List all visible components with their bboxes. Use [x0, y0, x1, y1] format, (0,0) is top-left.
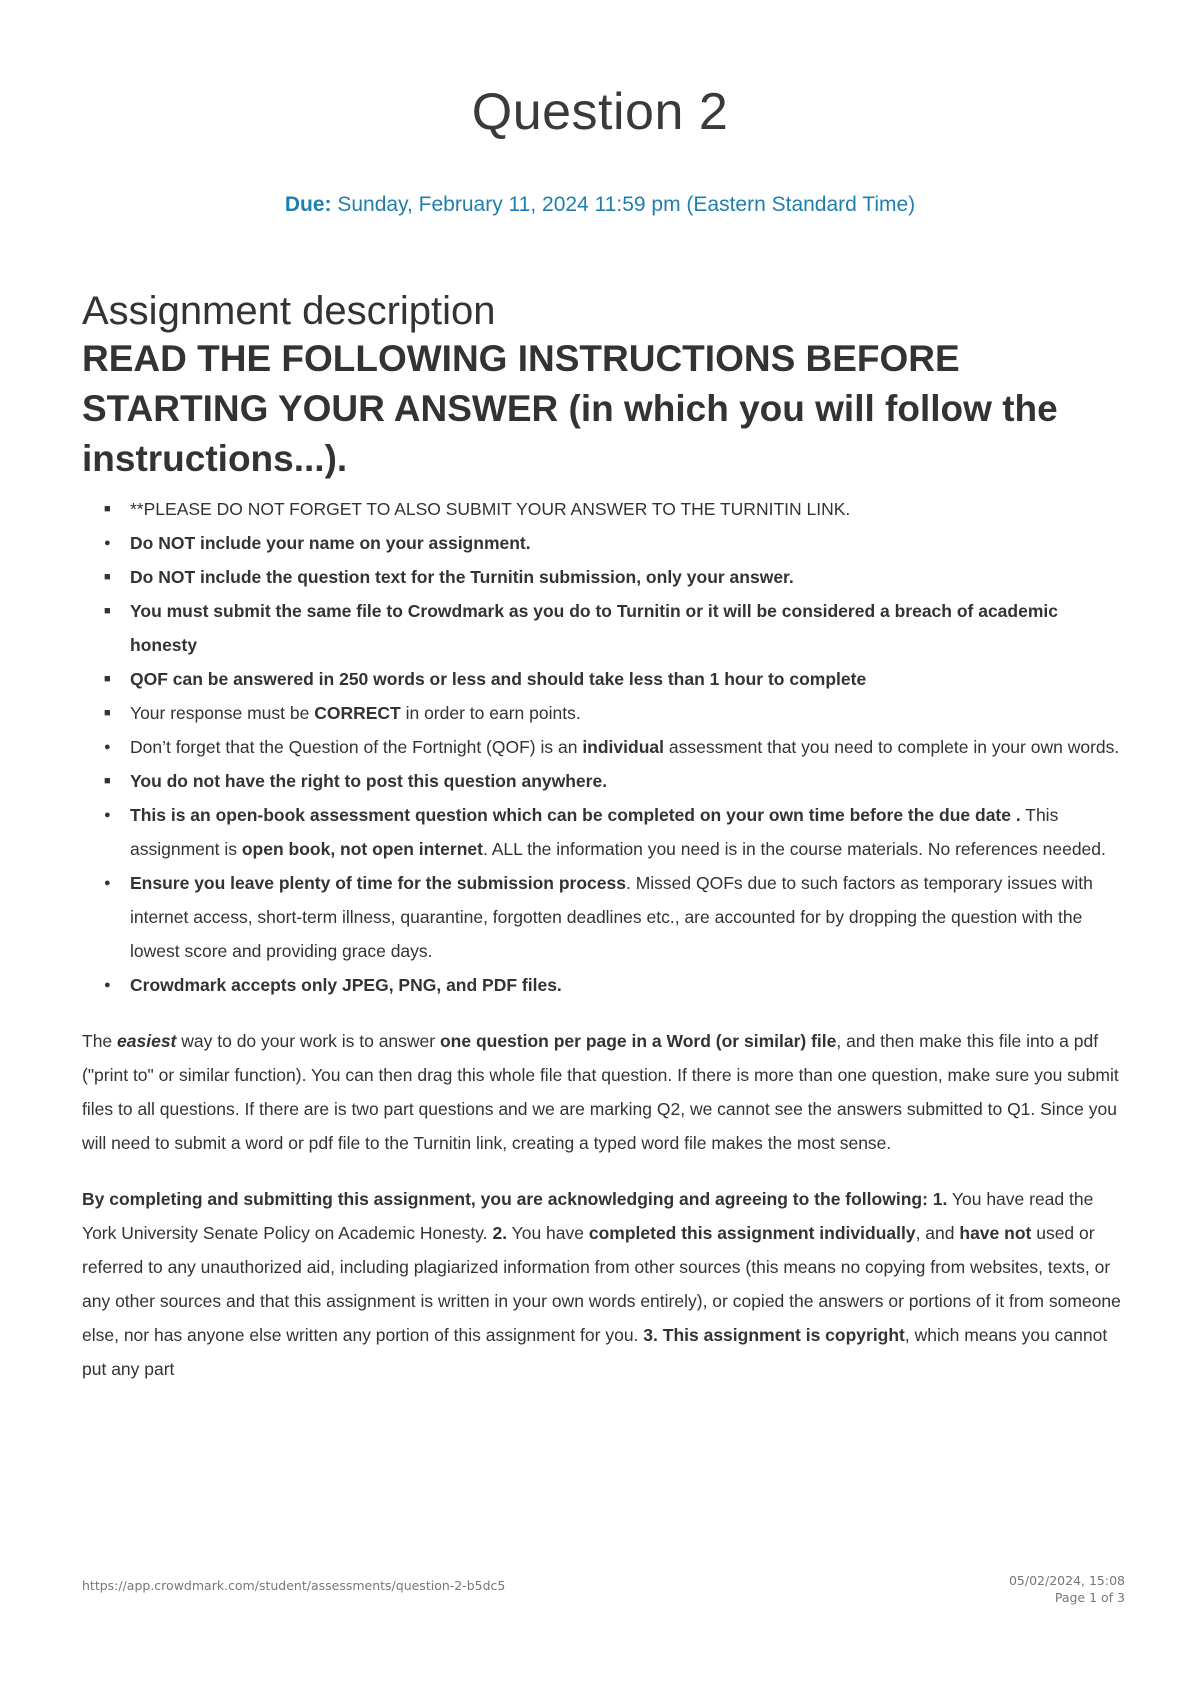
para-emphasis: completed this assignment individually: [588, 1223, 916, 1243]
instructions-heading: READ THE FOLLOWING INSTRUCTIONS BEFORE STARTING YOUR ANSWER (in which you will follow the instructions...).: [82, 338, 1058, 479]
square-bullet-icon: ■: [104, 605, 111, 617]
list-item: [82, 594, 1122, 662]
rule-text: assessment that you need to complete in your own words.: [664, 737, 1120, 757]
para-text: way to do your work is to answer: [176, 1031, 440, 1051]
para-text: The: [82, 1031, 118, 1051]
list-item: [82, 730, 1122, 764]
rule-text: You do not have the right to post this question anywhere.: [130, 771, 608, 791]
para-emphasis: have not: [959, 1223, 1032, 1243]
para-text: , and then make this file into a pdf ("print to" or similar function). You can then drag this whole file that question. If there is more than one question, make sure you submit files to all questions. If there are is two part questions and we are marking Q2, we cannot see the answers submitted to Q1. Since you will need to submit a word or pdf file to the Turnitin link, creating a typed word file makes the most sense.: [82, 1031, 1119, 1153]
circle-bullet-icon: ●: [104, 979, 111, 991]
square-bullet-icon: ■: [104, 503, 111, 515]
list-item: [82, 526, 1122, 560]
rule-emphasis: individual: [582, 737, 664, 757]
para-text: You have read the York University Senate Policy on Academic Honesty.: [82, 1189, 1094, 1243]
rule-text: You must submit the same file to Crowdmark as you do to Turnitin or it will be considered a breach of academic honesty: [130, 601, 1058, 655]
list-item: [82, 560, 1122, 594]
rule-text: . ALL the information you need is in the course materials. No references needed.: [482, 839, 1106, 859]
para-text: , and: [915, 1223, 960, 1243]
square-bullet-icon: ■: [104, 775, 111, 787]
list-item: [82, 866, 1122, 968]
circle-bullet-icon: ●: [104, 877, 111, 889]
rule-text: Do NOT include your name on your assignment.: [130, 533, 531, 553]
circle-bullet-icon: ●: [104, 809, 111, 821]
rule-text: Your response must be: [130, 703, 315, 723]
para-emphasis: 3. This assignment is copyright: [643, 1325, 905, 1345]
submission-guidance-paragraph: [82, 1024, 1122, 1160]
rule-emphasis: open book, not open internet: [241, 839, 483, 859]
page-title: Question 2: [471, 83, 729, 141]
rule-text: **PLEASE DO NOT FORGET TO ALSO SUBMIT YOUR ANSWER TO THE TURNITIN LINK.: [130, 499, 851, 519]
list-item: [82, 968, 1122, 1002]
para-emphasis: one question per page in a Word (or similar) file: [439, 1031, 837, 1051]
circle-bullet-icon: ●: [104, 741, 111, 753]
circle-bullet-icon: ●: [104, 537, 111, 549]
rule-text: Crowdmark accepts only JPEG, PNG, and PDF files.: [130, 975, 562, 995]
footer-datetime: 05/02/2024, 15:08: [1008, 1573, 1125, 1588]
rule-text: Do NOT include the question text for the Turnitin submission, only your answer.: [130, 567, 794, 587]
rule-emphasis: CORRECT: [314, 703, 401, 723]
square-bullet-icon: ■: [104, 673, 111, 685]
rule-text: QOF can be answered in 250 words or less and should take less than 1 hour to complete: [130, 669, 867, 689]
rules-list: [82, 492, 1122, 1002]
square-bullet-icon: ■: [104, 571, 111, 583]
footer-meta: [1009, 1572, 1125, 1606]
footer-url: https://app.crowdmark.com/student/assessments/question-2-b5dc5: [82, 1578, 506, 1593]
list-item: [82, 662, 1122, 696]
para-emphasis: easiest: [117, 1031, 177, 1051]
list-item: [82, 798, 1122, 866]
due-label: Due:: [284, 193, 332, 216]
para-text: , which means you cannot put any part: [82, 1325, 1108, 1379]
rule-emphasis: This is an open-book assessment question which can be completed on your own time before the due date .: [130, 805, 1021, 825]
assignment-content: [82, 288, 1122, 1386]
due-value: Sunday, February 11, 2024 11:59 pm (Eastern Standard Time): [337, 193, 916, 216]
list-item: [82, 764, 1122, 798]
para-text: You have: [507, 1223, 589, 1243]
section-title: Assignment description: [82, 289, 496, 333]
list-item: [82, 492, 1122, 526]
academic-honesty-paragraph: [82, 1182, 1122, 1386]
para-emphasis: 2.: [492, 1223, 508, 1243]
rule-text: in order to earn points.: [400, 703, 581, 723]
square-bullet-icon: ■: [104, 707, 111, 719]
list-item: [82, 696, 1122, 730]
rule-emphasis: Ensure you leave plenty of time for the submission process: [130, 873, 626, 893]
rule-text: This assignment is: [130, 805, 1059, 859]
footer-page-number: Page 1 of 3: [1054, 1590, 1125, 1605]
para-text: used or referred to any unauthorized aid, including plagiarized information from other sources (this means no copying from websites, texts, or any other sources and that this assignment is written in your own words entirely), or copied the answers or portions of it from someone else, nor has anyone else written any portion of this assignment for you.: [82, 1223, 1121, 1345]
due-date: [0, 193, 1200, 217]
rule-text: Don’t forget that the Question of the Fortnight (QOF) is an: [130, 737, 583, 757]
rule-text: . Missed QOFs due to such factors as temporary issues with internet access, short-term illness, quarantine, forgotten deadlines etc., are accounted for by dropping the question with the lowest score and providing grace days.: [130, 873, 1093, 961]
para-emphasis: By completing and submitting this assignment, you are acknowledging and agreeing to the following: 1.: [82, 1189, 948, 1209]
